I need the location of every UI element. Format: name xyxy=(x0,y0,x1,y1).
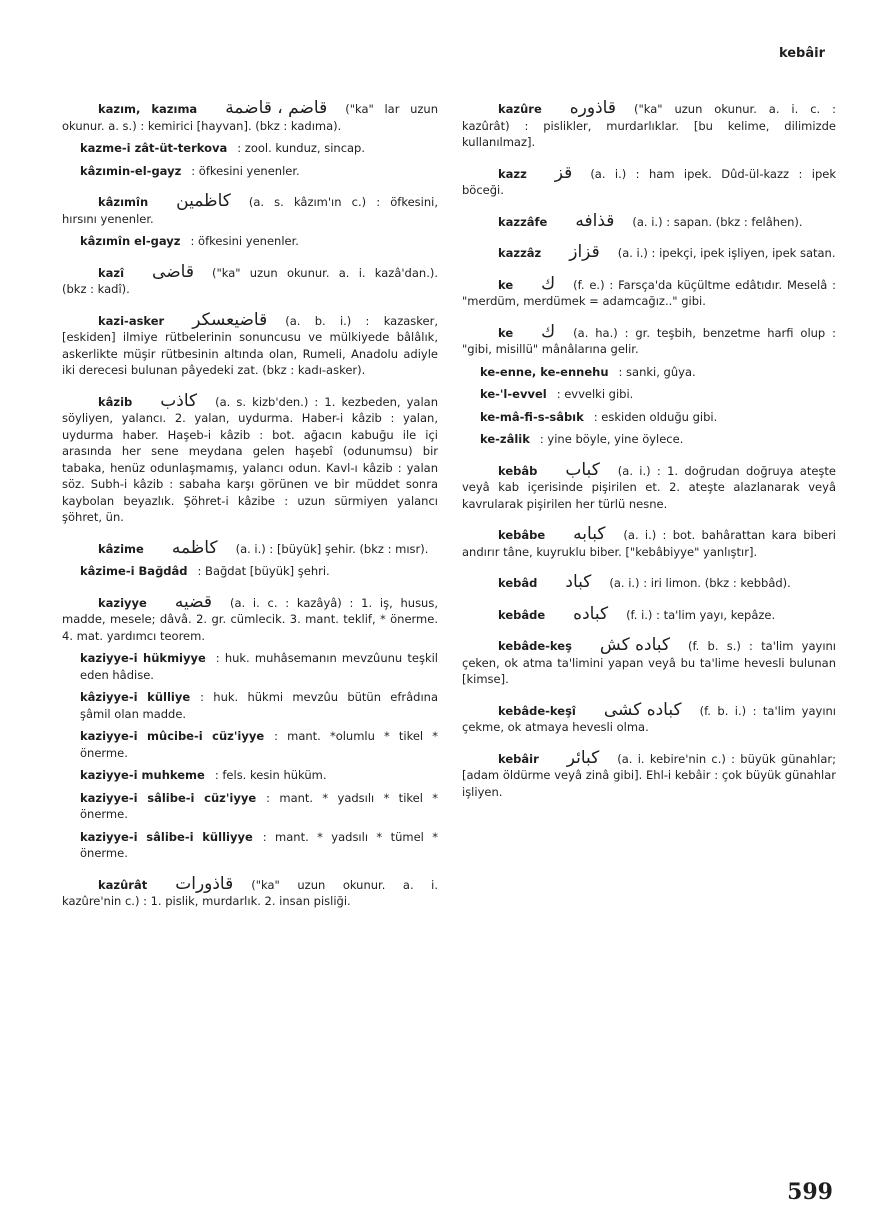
dictionary-entry xyxy=(62,390,438,526)
definition-text: (f. b. i.) : ta'lim yayını çekme, ok atmaya hevesli olma. xyxy=(462,703,836,734)
definition-text: : huk. muhâsemanın mevzûunu teşkil eden hâdise. xyxy=(80,651,438,682)
dictionary-entry xyxy=(462,210,836,231)
arabic-script: كباده xyxy=(573,603,609,624)
definition-text: (a. s. kâzım'ın c.) : öfkesini, hırsını yenenler. xyxy=(62,195,438,226)
headword: kâzımîn el-gayz xyxy=(80,234,181,248)
sub-entry xyxy=(62,767,438,784)
definition-text: ("ka" lar uzun okunur. a. s.) : kemirici [hayvan]. (bkz : kadıma). xyxy=(62,102,438,133)
definition-text: (f. i.) : ta'lim yayı, kepâze. xyxy=(626,607,776,622)
headword: kâzımin-el-gayz xyxy=(80,163,182,178)
arabic-script: كاذب xyxy=(160,390,198,411)
arabic-script: كباد xyxy=(565,572,592,592)
arabic-script: قاضم ، قاضمة xyxy=(225,98,328,118)
definition-text: : mant. * yadsılı * tümel * önerme. xyxy=(80,829,438,860)
dictionary-entry xyxy=(462,162,836,199)
arabic-script: قاذوره xyxy=(569,98,616,118)
definition-text: : huk. hükmi mevzûu bütün efrâdına şâmil olan madde. xyxy=(80,690,439,721)
definition-text: : öfkesini yenenler. xyxy=(190,234,299,248)
definition-text: ("ka" uzun okunur. a. i. kazâ'dan.). (bkz : kadî). xyxy=(62,265,438,296)
headword: ke xyxy=(498,325,514,340)
sub-entry xyxy=(62,563,438,580)
page-number: 599 xyxy=(787,1179,833,1205)
headword: ke-enne, ke-ennehu xyxy=(480,364,609,379)
dictionary-entry xyxy=(462,526,836,560)
definition-text: : fels. kesin hüküm. xyxy=(214,768,327,782)
sub-entry xyxy=(462,386,836,403)
headword: ke-zâlik xyxy=(480,432,530,446)
sub-entry xyxy=(62,140,438,157)
dictionary-entry xyxy=(62,873,438,910)
definition-text: : mant. * yadsılı * tikel * önerme. xyxy=(80,790,439,821)
dictionary-entry xyxy=(462,459,836,513)
headword: kebâir xyxy=(498,751,539,766)
headword: kaziyye-i hükmiyye xyxy=(80,651,206,665)
headword: kazûrât xyxy=(98,877,148,892)
dictionary-entry xyxy=(462,637,836,688)
headword: kebâde-keş xyxy=(498,639,572,653)
dictionary-entry xyxy=(462,273,836,310)
headword: kebâd xyxy=(498,576,538,590)
definition-text: : öfkesini yenenler. xyxy=(191,163,300,178)
headword: kazım, kazıma xyxy=(98,102,198,116)
sub-entry xyxy=(62,689,438,722)
headword: kebâbe xyxy=(498,528,546,542)
definition-text: (a. i.) : ipekçi, ipek işliyen, ipek satan. xyxy=(617,246,836,260)
dictionary-entry xyxy=(462,747,836,801)
arabic-script: ك xyxy=(541,273,556,294)
sub-entry xyxy=(62,233,438,250)
definition-text: (a. i. c. : kazâyâ) : 1. iş, husus, madde, mesele; dâvâ. 2. gr. cümlecik. 3. mant. teklif, * önerme. 4. mat. yardımcı teorem. xyxy=(62,595,438,643)
headword: kazzâfe xyxy=(498,214,548,229)
headword: kaziyye-i muhkeme xyxy=(80,768,205,782)
headword: kazi-asker xyxy=(98,313,165,328)
definition-text: (a. b. i.) : kazasker, [eskiden] ilmiye rütbelerinin sonuncusu ve mülkiyede bâlâlık, askerlikte müşir rütbesinin altında olan, Rumeli, Anadolu adiyle iki derecesi bulunan pâyedeki zat. (bkz : kadı-asker). xyxy=(62,313,438,377)
definition-text: (a. i.) : [büyük] şehir. (bkz : mısr). xyxy=(235,541,429,556)
left-column xyxy=(62,100,438,916)
definition-text: (a. i.) : iri limon. (bkz : kebbâd). xyxy=(609,576,791,590)
arabic-script: كباده كشى xyxy=(603,699,682,720)
arabic-script: كبائر xyxy=(566,747,600,768)
definition-text: (f. b. s.) : ta'lim yayını çeken, ok atma ta'limini yapan veyâ bu ta'lime hevesli bulunan [kimse]. xyxy=(462,639,836,686)
dictionary-entry xyxy=(462,100,836,151)
sub-entry xyxy=(62,728,438,761)
headword: ke xyxy=(498,277,514,292)
headword: kazzâz xyxy=(498,246,542,260)
arabic-script: ك xyxy=(541,321,556,342)
headword: kazî xyxy=(98,265,125,280)
headword: kazz xyxy=(498,166,527,181)
right-column xyxy=(462,100,836,806)
definition-text: (a. i.) : 1. doğrudan doğruya ateşte veyâ kab içerisinde pişirilen et. 2. ateşte alazlanarak veyâ kavrularak pişirilen her türlü nesne. xyxy=(462,463,836,511)
arabic-script: قاذورات xyxy=(175,873,234,894)
sub-entry xyxy=(62,829,438,862)
sub-entry xyxy=(462,409,836,426)
arabic-script: قاضى xyxy=(152,261,194,282)
dictionary-entry xyxy=(462,321,836,358)
definition-text: ("ka" uzun okunur. a. i. kazûre'nin c.) : 1. pislik, murdarlık. 2. insan pisliği. xyxy=(62,877,438,908)
definition-text: : Bağdat [büyük] şehri. xyxy=(197,564,330,578)
arabic-script: قزاز xyxy=(569,242,600,262)
arabic-script: كبابه xyxy=(573,524,606,544)
arabic-script: قضيه xyxy=(174,591,212,612)
sub-entry xyxy=(62,650,438,683)
headword: kebâde-keşî xyxy=(498,703,576,718)
definition-text: (a. i.) : sapan. (bkz : felâhen). xyxy=(632,214,803,229)
dictionary-entry xyxy=(462,244,836,262)
dictionary-entry xyxy=(62,309,438,379)
sub-entry xyxy=(62,790,438,823)
dictionary-entry xyxy=(62,193,438,227)
headword: kâzib xyxy=(98,394,133,409)
sub-entry xyxy=(62,163,438,180)
definition-text: : evvelki gibi. xyxy=(556,387,634,401)
dictionary-entry xyxy=(62,100,438,134)
definition-text: ("ka" uzun okunur. a. i. c. : kazûrât) : pislikler, murdarlıklar. [bu kelime, dilimizde kullanılmaz]. xyxy=(462,102,836,149)
definition-text: (a. ha.) : gr. teşbih, benzetme harfi olup : "gibi, misillü" mânâlarına gelir. xyxy=(462,325,836,356)
arabic-script: كباب xyxy=(565,459,600,480)
headword: kazme-i zât-üt-terkova xyxy=(80,141,228,155)
arabic-script: كاظمه xyxy=(171,537,218,558)
headword: kâziyye-i külliye xyxy=(80,690,191,704)
arabic-script: قاضيعسكر xyxy=(192,309,268,330)
arabic-script: قز xyxy=(554,162,573,183)
guide-word: kebâir xyxy=(778,46,825,61)
arabic-script: كاظمين xyxy=(176,191,231,211)
headword: kâzime xyxy=(98,541,144,556)
headword: ke-mâ-fi-s-sâbık xyxy=(480,409,584,424)
headword: kâzime-i Bağdâd xyxy=(80,564,188,578)
headword: kaziyye xyxy=(98,595,147,610)
headword: kazûre xyxy=(498,102,542,116)
headword: kâzımîn xyxy=(98,195,149,209)
definition-text: (f. e.) : Farsça'da küçültme edâtıdır. Meselâ : "merdüm, merdümek = adamcağız.." gibi. xyxy=(462,277,836,308)
arabic-script: قذافه xyxy=(575,210,615,231)
definition-text: (a. i. kebire'nin c.) : büyük günahlar; [adam öldürme veyâ zinâ gibi]. Ehl-i kebâir : çok büyük günahlar işliyen. xyxy=(462,751,836,799)
arabic-script: كباده كش xyxy=(599,635,670,655)
headword: kebâb xyxy=(498,463,538,478)
definition-text: (a. s. kizb'den.) : 1. kezbeden, yalan söyliyen, yalancı. 2. yalan, uydurma. Haber-i kâzib : yalan, uydurma haber. Haşeb-i kâzib : bot. ağacın kabuğu ile içi arasında her sene meydana gelen haşebî (odunumsu) bir tabaka, henüz odunlaşmamış, yalancı odun. Kavl-ı kâzib : yalan söz. Subh-i kâzib : sabaha karşı görünen ve bir müddet sonra kaybolan beyazlık. Şöhret-i kâzibe : uzun sürmiyen yalancı şöhret, ün. xyxy=(62,394,438,524)
definition-text: (a. i.) : ham ipek. Dûd-ül-kazz : ipek böceği. xyxy=(462,166,836,197)
headword: kaziyye-i sâlibe-i cüz'iyye xyxy=(80,790,257,805)
definition-text: : zool. kunduz, sincap. xyxy=(237,141,366,155)
definition-text: : mant. *olumlu * tikel * önerme. xyxy=(80,729,438,760)
headword: kaziyye-i sâlibe-i külliyye xyxy=(80,829,253,844)
definition-text: (a. i.) : bot. bahârattan kara biberi andırır tâne, kuyruklu biber. ["kebâbiyye" yanlıştır]. xyxy=(462,528,836,559)
headword: kaziyye-i mûcibe-i cüz'iyye xyxy=(80,729,265,743)
definition-text: : yine böyle, yine öylece. xyxy=(539,432,684,446)
definition-text: : sanki, gûya. xyxy=(618,364,696,379)
headword: ke-'l-evvel xyxy=(480,387,547,401)
dictionary-entry xyxy=(62,591,438,645)
dictionary-entry xyxy=(62,261,438,298)
sub-entry xyxy=(462,364,836,381)
definition-text: : eskiden olduğu gibi. xyxy=(593,409,718,424)
sub-entry xyxy=(462,431,836,448)
dictionary-entry xyxy=(462,603,836,624)
headword: kebâde xyxy=(498,607,546,622)
dictionary-entry xyxy=(462,574,836,592)
dictionary-entry xyxy=(462,699,836,736)
dictionary-entry xyxy=(62,537,438,558)
